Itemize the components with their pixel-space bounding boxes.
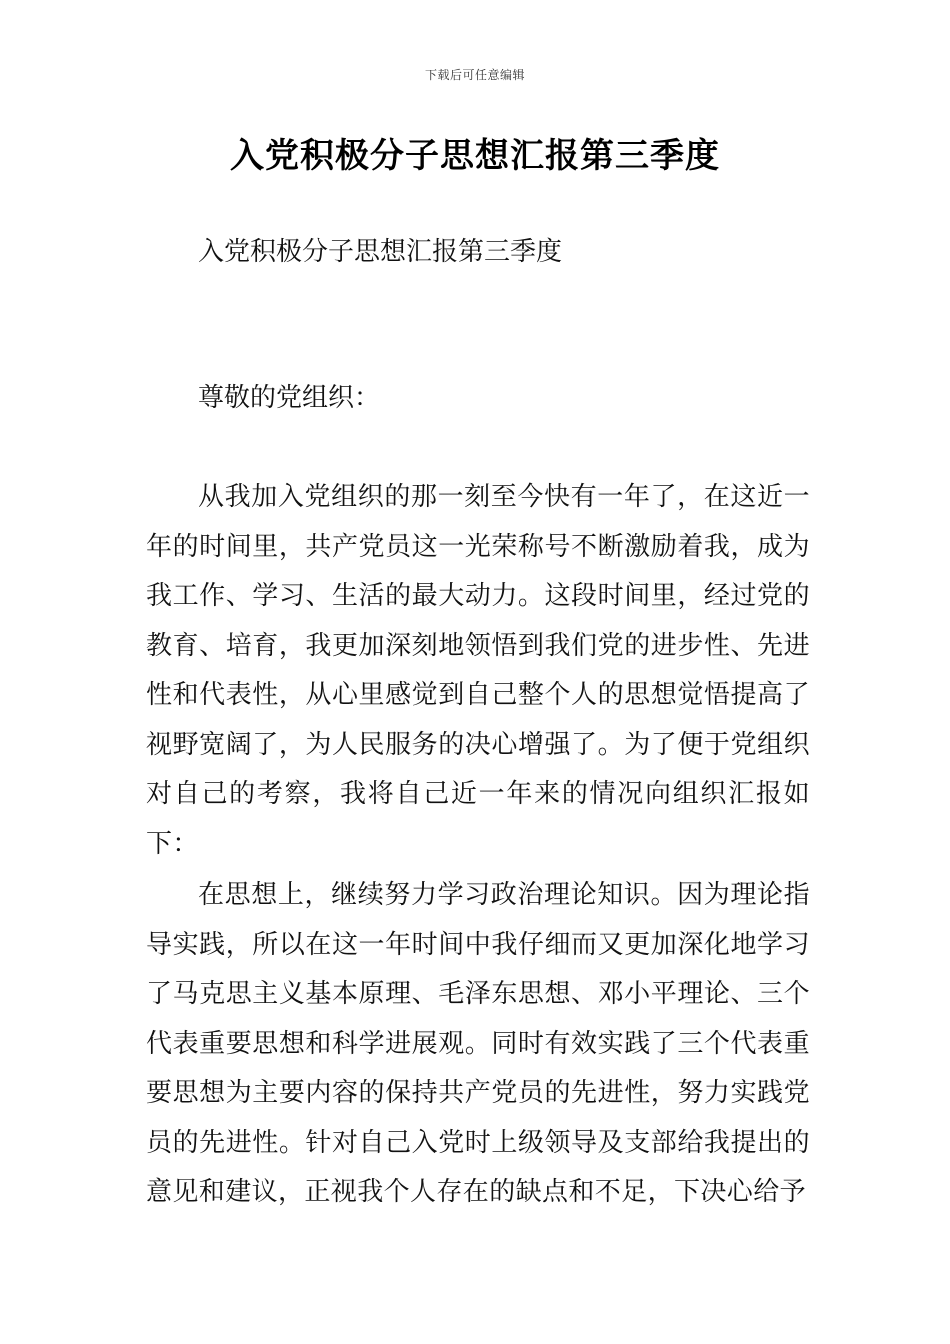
document-subtitle: 入党积极分子思想汇报第三季度 — [198, 237, 563, 267]
document-title: 入党积极分子思想汇报第三季度 — [230, 136, 720, 176]
header-note: 下载后可任意编辑 — [424, 68, 525, 82]
paragraph-2: 在思想上，继续努力学习政治理论知识。因为理论指导实践，所以在这一年时间中我仔细而又更加深化地学习了马克思主义基本原理、毛泽东思想、邓小平理论、三个代表重要思想和科学进展观。同时有效实践了三个代表重要思想为主要内容的保持共产党员的先进性，努力实践党员的先进性。针对自己入党时上级领导及支部给我提出的意见和建议，正视我个人存在的缺点和不足，下决心给予 — [146, 880, 810, 1207]
salutation: 尊敬的党组织： — [198, 383, 381, 413]
paragraph-1: 从我加入党组织的那一刻至今快有一年了，在这近一年的时间里，共产党员这一光荣称号不断激励着我，成为我工作、学习、生活的最大动力。这段时间里，经过党的教育、培育，我更加深刻地领悟到我们党的进步性、先进性和代表性，从心里感觉到自己整个人的思想觉悟提高了视野宽阔了，为人民服务的决心增强了。为了便于党组织对自己的考察，我将自己近一年来的情况向组织汇报如下： — [146, 482, 810, 859]
